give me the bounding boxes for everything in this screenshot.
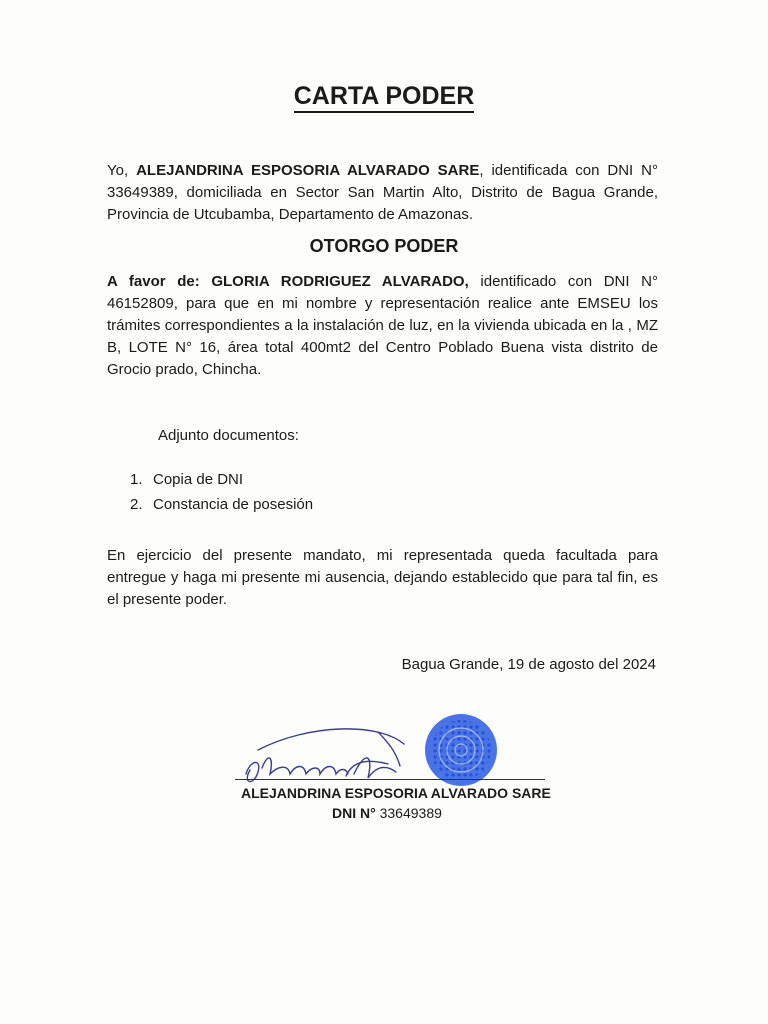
signatory-dni: DNI N° 33649389 [332,805,442,821]
attachments-label: Adjunto documentos: [158,427,299,444]
place-date: Bagua Grande, 19 de agosto del 2024 [401,656,656,673]
list-item: 2. Constancia de posesión [130,496,314,513]
signatory-name: ALEJANDRINA ESPOSORIA ALVARADO SARE [241,785,551,801]
list-item: 1. Copia de DNI [130,471,244,488]
grant-paragraph: A favor de: GLORIA RODRIGUEZ ALVARADO, identificado con DNI N° 46152809, para que en mi nombre y representación realice ante EMSEU los trámites correspondientes a la instalación de luz, en la vivienda ubicada en la , MZ B, LOTE N° 16, área total 400mt2 del Centro Poblado Buena vista distrito de Grocio prado, Chincha. [107,273,659,378]
closing-paragraph: En ejercicio del presente mandato, mi representada queda facultada para entregue y haga mi presente mi ausencia, dejando establecido que para tal fin, es el presente poder. [107,547,658,608]
signature-line [235,779,545,780]
grantee-name: GLORIA RODRIGUEZ ALVARADO, [211,273,469,290]
intro-paragraph: Yo, ALEJANDRINA ESPOSORIA ALVARADO SARE, identificada con DNI N° 33649389, domiciliada en Sector San Martin Alto, Distrito de Bagua Grande, Provincia de Utcubamba, Departamento de Amazonas. [107,162,658,223]
handwritten-signature [246,729,404,782]
document-title: CARTA PODER [0,82,768,111]
section-subtitle: OTORGO PODER [309,236,459,256]
grantor-name: ALEJANDRINA ESPOSORIA ALVARADO SARE [136,162,480,179]
attachments-list [130,467,313,517]
fingerprint-icon [425,714,497,786]
